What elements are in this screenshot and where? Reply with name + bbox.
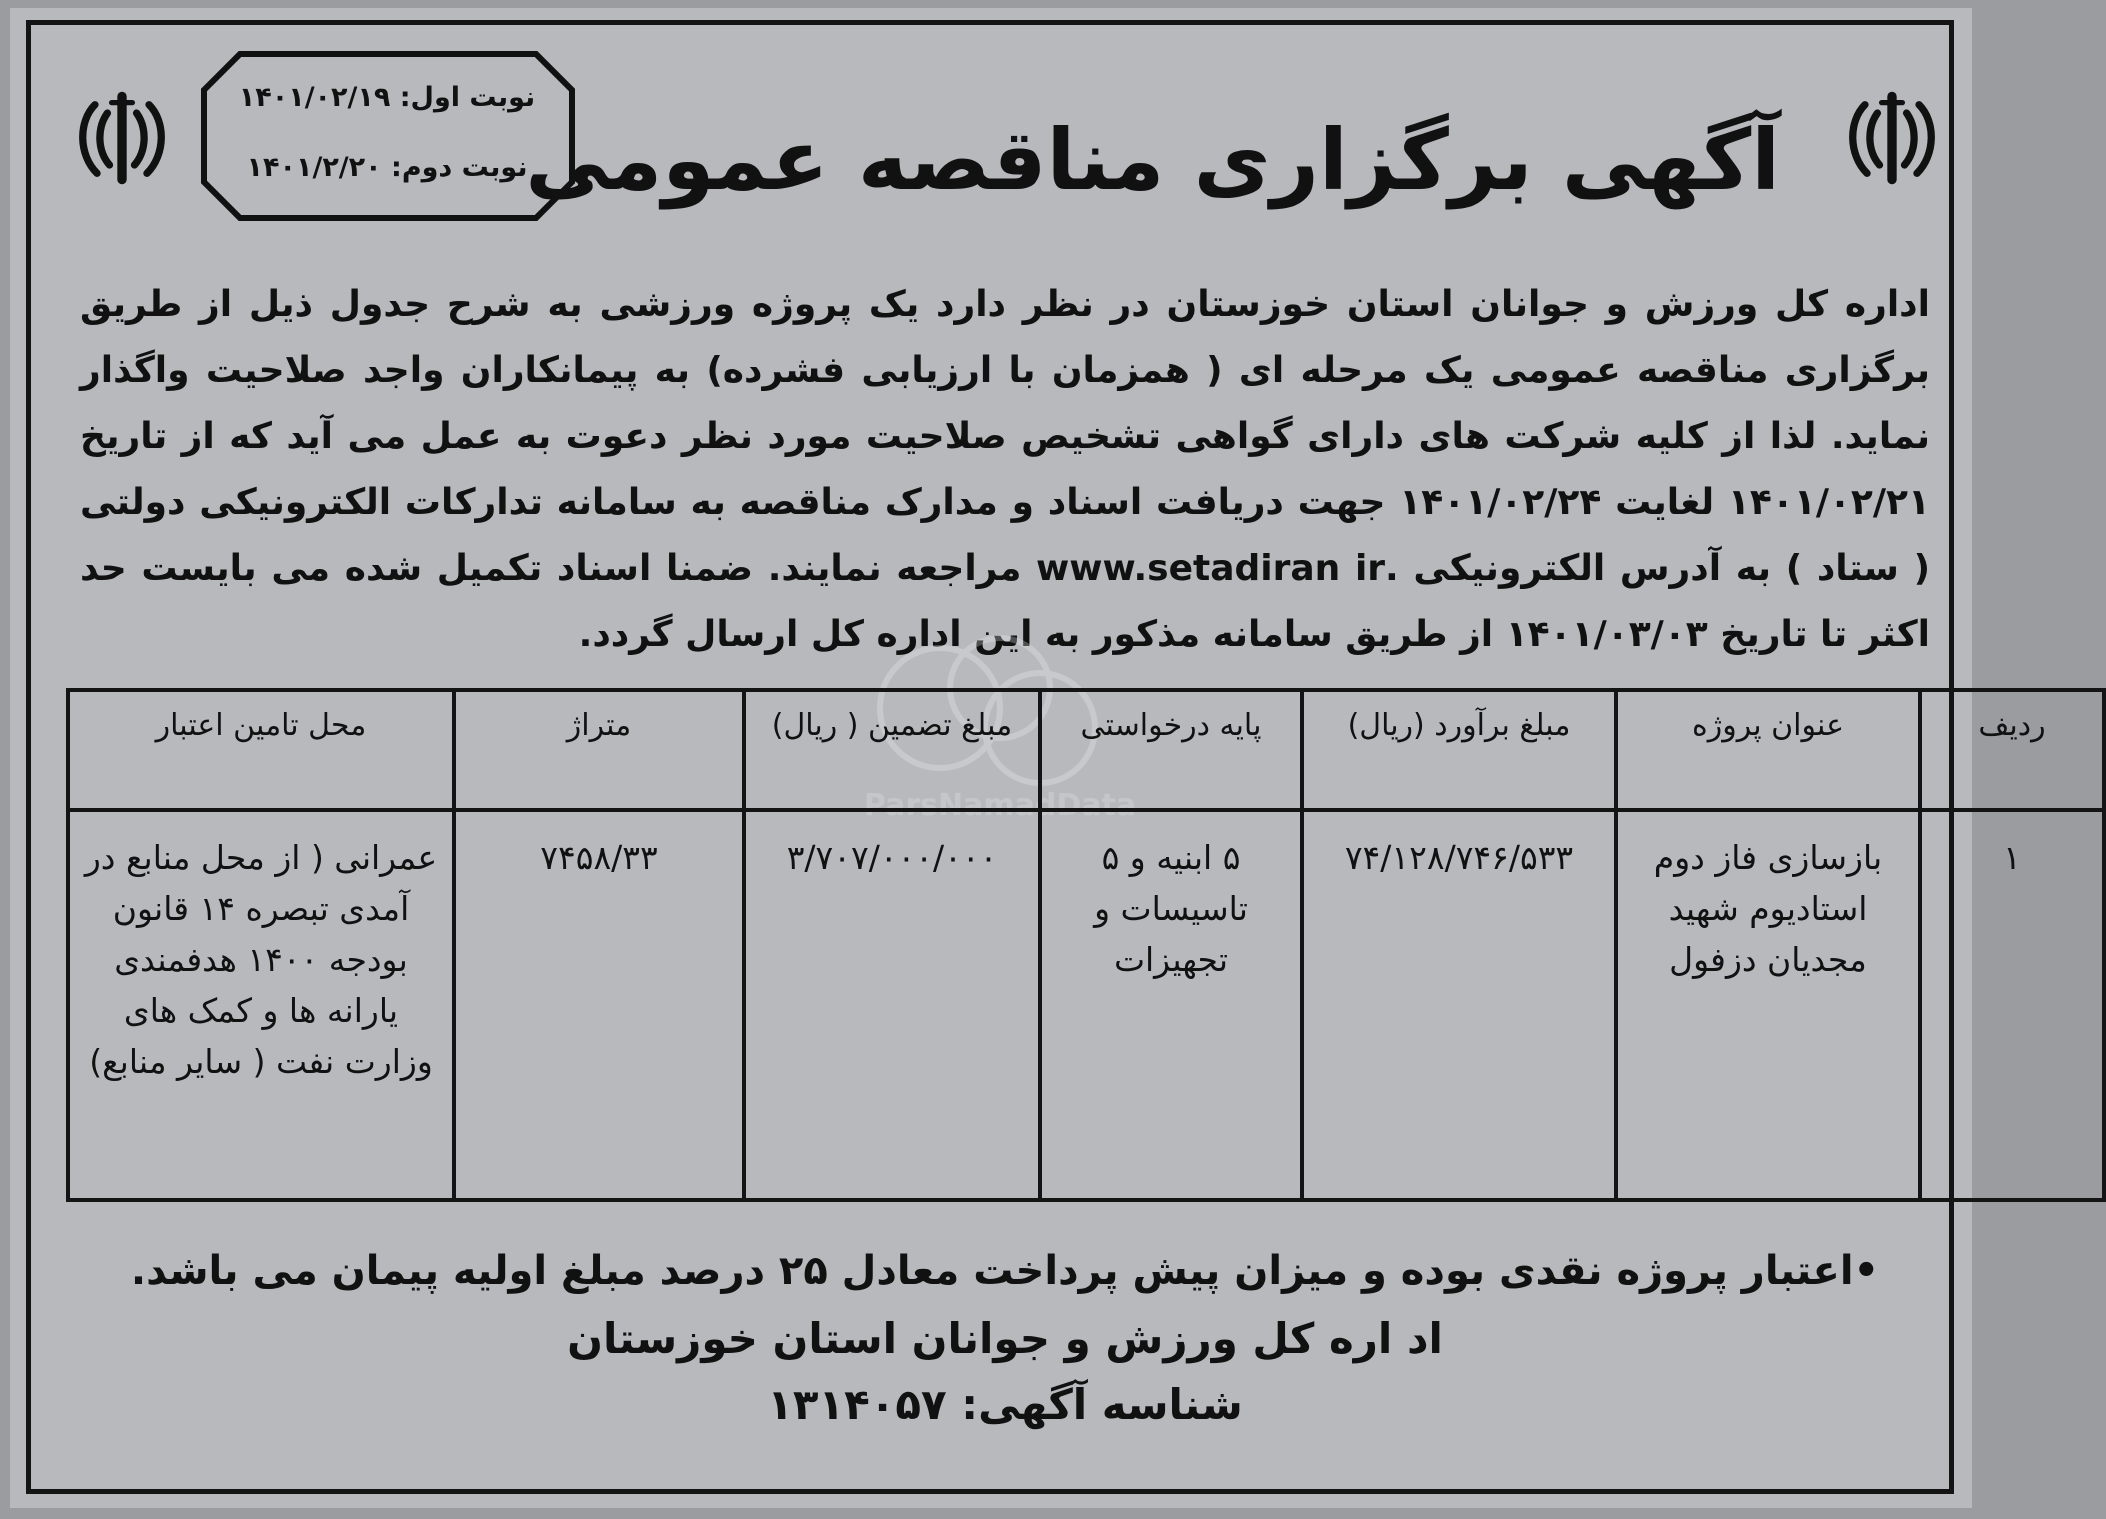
table-header-row bbox=[68, 690, 2104, 810]
cell-area: ۷۴۵۸/۳۳ bbox=[454, 810, 744, 1200]
organization-name: اد اره کل ورزش و جوانان استان خوزستان bbox=[567, 1314, 1443, 1363]
iran-emblem-icon bbox=[1840, 86, 1944, 190]
header-row-number: ردیف bbox=[1920, 690, 2104, 810]
notice-paragraph: اداره کل ورزش و جوانان استان خوزستان در نظر دارد یک پروژه ورزشی به شرح جدول ذیل از طریق برگزاری مناقصه عمومی یک مرحله ای ( همزمان با ارزیابی فشرده) به پیمانکاران واجد صلاحیت واگذار نماید. لذا از کلیه شرکت های دارای گواهی تشخیص صلاحیت مورد نظر دعوت به عمل می آید که از تاریخ ۱۴۰۱/۰۲/۲۱ لغایت ۱۴۰۱/۰۲/۲۴ جهت دریافت اسناد و مدارک مناقصه به سامانه تدارکات الکترونیکی دولتی ( ستاد ) به آدرس الکترونیکی .www.setadiran ir مراجعه نمایند. ضمنا اسناد تکمیل شده می بایست حد اکثر تا تاریخ ۱۴۰۱/۰۳/۰۳ از طریق سامانه مذکور به این اداره کل ارسال گردد. bbox=[80, 284, 1931, 655]
cell-grade: ۵ ابنیه و ۵ تاسیسات و تجهیزات bbox=[1040, 810, 1302, 1200]
header-funding: محل تامین اعتبار bbox=[68, 690, 454, 810]
notice-id: شناسه آگهی: ۱۳۱۴۰۵۷ bbox=[767, 1380, 1243, 1429]
header-grade: پایه درخواستی bbox=[1040, 690, 1302, 810]
second-round-date: نوبت دوم: ۱۴۰۱/۲/۲۰ bbox=[246, 152, 528, 183]
cell-estimate: ۷۴/۱۲۸/۷۴۶/۵۳۳ bbox=[1302, 810, 1616, 1200]
cell-project-title: بازسازی فاز دوم استادیوم شهید مجدیان دزفول bbox=[1616, 810, 1920, 1200]
notice-footer bbox=[130, 1236, 1880, 1438]
tender-table bbox=[66, 688, 2106, 1202]
cell-row-number: ۱ bbox=[1920, 810, 2104, 1200]
header-bond: مبلغ تضمین ( ریال) bbox=[744, 690, 1040, 810]
header-project-title: عنوان پروژه bbox=[1616, 690, 1920, 810]
payment-note: •اعتبار پروژه نقدی بوده و میزان پیش پرداخت معادل ۲۵ درصد مبلغ اولیه پیمان می باشد. bbox=[130, 1248, 1880, 1294]
newspaper-clipping bbox=[10, 8, 2046, 1508]
header-area: متراژ bbox=[454, 690, 744, 810]
watermark-text: ParsNamadData bbox=[863, 788, 1137, 823]
cell-bond: ۳/۷۰۷/۰۰۰/۰۰۰ bbox=[744, 810, 1040, 1200]
iran-emblem-icon bbox=[70, 86, 174, 190]
cell-funding: عمرانی ( از محل منابع در آمدی تبصره ۱۴ قانون بودجه ۱۴۰۰ هدفمندی یارانه ها و کمک های وزارت نفت ( سایر منابع) bbox=[68, 810, 454, 1200]
iran-emblem-icon-left bbox=[70, 86, 174, 190]
iran-emblem-icon-right bbox=[1840, 86, 1944, 190]
first-round-date: نوبت اول: ۱۴۰۱/۰۲/۱۹ bbox=[238, 82, 536, 113]
notice-title: آگهی برگزاری مناقصه عمومی bbox=[525, 111, 1780, 209]
header-estimate: مبلغ برآورد (ریال) bbox=[1302, 690, 1616, 810]
dates-octagon-frame bbox=[200, 50, 576, 222]
table-row bbox=[68, 810, 2104, 1200]
publication-dates-box bbox=[200, 50, 576, 222]
